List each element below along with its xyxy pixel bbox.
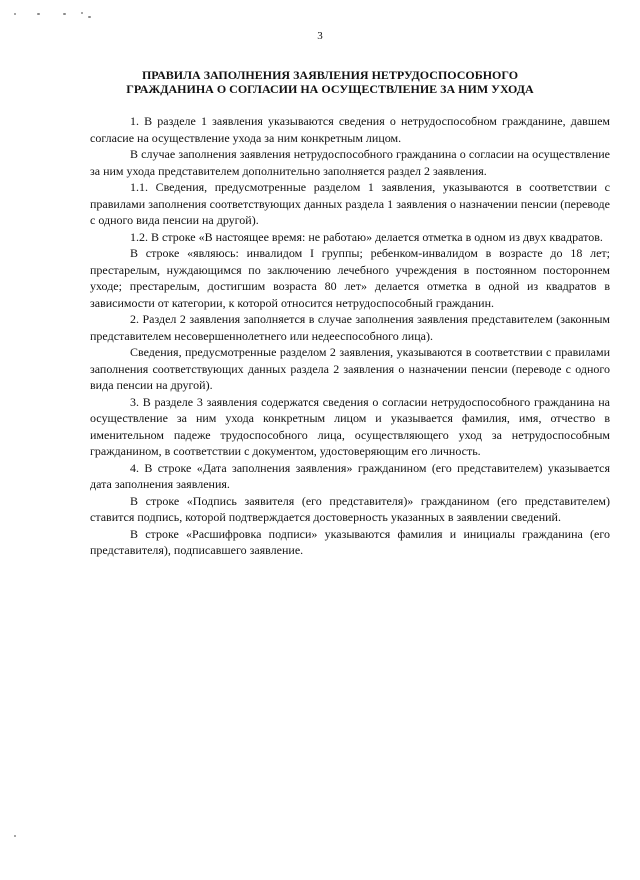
document-body [90, 113, 610, 559]
paragraph-section-1: 1. В разделе 1 заявления указываются сведения о нетрудоспособном гражданине, давшем согласие на осуществление ухода за ним конкретным лицом. [90, 114, 610, 145]
paragraph-signature-line: В строке «Подпись заявителя (его представителя)» гражданином (его представителем) ставится подпись, которой подтверждается достоверность указанных в заявлении сведений. [90, 493, 610, 524]
scan-speck [14, 13, 16, 15]
scan-speck [88, 16, 91, 18]
paragraph-representative-case: В случае заполнения заявления нетрудоспособного гражданина о согласии на осуществление за ним ухода представителем дополнительно заполняется раздел 2 заявления. [90, 147, 610, 178]
document-title-line-1: ПРАВИЛА ЗАПОЛНЕНИЯ ЗАЯВЛЕНИЯ НЕТРУДОСПОСОБНОГО [141, 68, 519, 82]
scan-speck [81, 12, 83, 14]
paragraph-1-2: 1.2. В строке «В настоящее время: не работаю» делается отметка в одном из двух квадратов. [130, 229, 603, 244]
paragraph-category-line: В строке «являюсь: инвалидом I группы; ребенком-инвалидом в возрасте до 18 лет; престарелым, нуждающимся по заключению лечебного учреждения в постоянном постороннем уходе; престарелым, достигшим возраста 80 лет» делается отметка в одной из квадратов в зависимости от категории, к которой относится нетрудоспособный гражданин. [90, 246, 610, 310]
scan-speck [37, 13, 40, 15]
paragraph-date-line: 4. В строке «Дата заполнения заявления» гражданином (его представителем) указывается дата заполнения заявления. [90, 460, 610, 491]
paragraph-section-2-details: Сведения, предусмотренные разделом 2 заявления, указываются в соответствии с правилами заполнения соответствующих данных раздела 2 заявления о назначении пенсии (переводе с одного вида пенсии на другой). [90, 345, 610, 392]
scan-speck [14, 835, 16, 837]
paragraph-section-2: 2. Раздел 2 заявления заполняется в случае заполнения заявления представителем (законным представителем несовершеннолетнего или недееспособного лица). [90, 312, 610, 343]
scan-speck [63, 13, 66, 15]
paragraph-1-1: 1.1. Сведения, предусмотренные разделом 1 заявления, указываются в соответствии с правилами заполнения соответствующих данных раздела 1 заявления о назначении пенсии (переводе с одного вида пенсии на другой). [90, 180, 610, 227]
document-title-line-2: ГРАЖДАНИНА О СОГЛАСИИ НА ОСУЩЕСТВЛЕНИЕ ЗА НИМ УХОДА [126, 82, 534, 96]
paragraph-section-3: 3. В разделе 3 заявления содержатся сведения о согласии нетрудоспособного гражданина на осуществление за ним ухода конкретным лицом и указывается фамилия, имя, отчество в именительном падеже трудоспособного лица, осуществляющего уход за нетрудоспособным гражданином, в соответствии с документом, удостоверяющим его личность. [90, 394, 610, 458]
document-title [50, 68, 610, 96]
paragraph-signature-decoding: В строке «Расшифровка подписи» указываются фамилия и инициалы гражданина (его представителя), подписавшего заявление. [90, 526, 610, 557]
page-number: 3 [317, 30, 323, 42]
